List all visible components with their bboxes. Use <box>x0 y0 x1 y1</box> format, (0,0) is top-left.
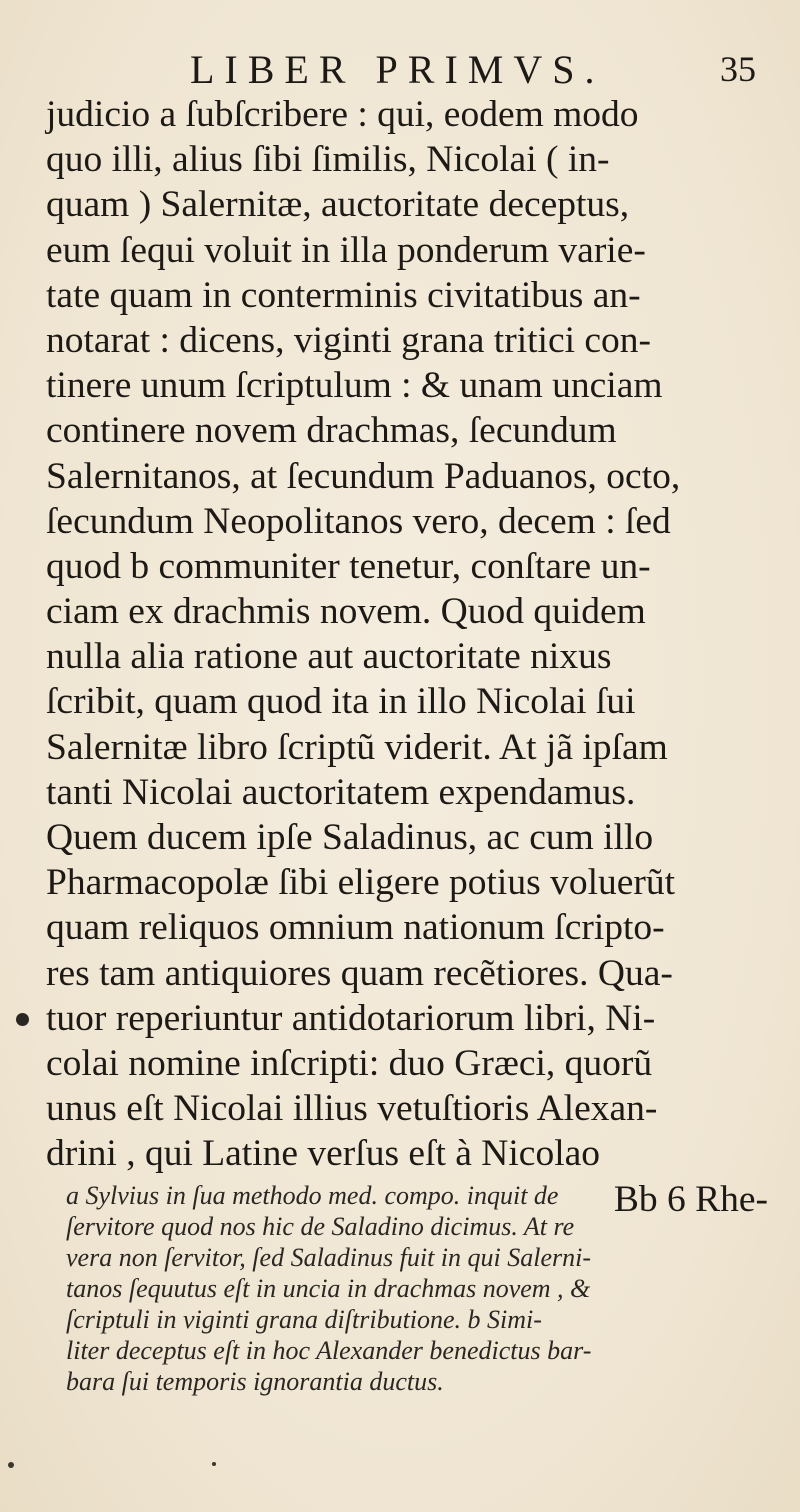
text-line: quod b communiter tenetur, conſtare un- <box>46 545 651 587</box>
text-line: quo illi, alius ſibi ſimilis, Nicolai ( in- <box>46 139 610 181</box>
text-line: tuor reperiuntur antidotariorum libri, Ni- <box>46 997 656 1039</box>
text-line: Quem ducem ipſe Saladinus, ac cum illo <box>46 817 654 858</box>
text-line: res tam antiquiores quam recẽtiores. Qua- <box>46 952 673 994</box>
text-line: Pharmacopolæ ſibi eligere potius voluerũt <box>46 862 676 904</box>
text-line: judicio a ſubſcribere : qui, eodem modo <box>46 94 639 135</box>
note-line: a Sylvius in ſua methodo med. compo. inquit de <box>66 1181 559 1210</box>
text-line: Salernitæ libro ſcriptũ viderit. At jã ipſam <box>46 726 668 768</box>
text-line: Salernitanos, at ſecundum Paduanos, octo, <box>46 455 681 497</box>
text-line: colai nomine inſcripti: duo Græci, quorũ <box>46 1042 653 1084</box>
running-title: LIBER PRIMVS. <box>190 47 605 92</box>
text-line: tinere unum ſcriptulum : & unam unciam <box>46 365 663 407</box>
text-line: tate quam in conterminis civitatibus an- <box>46 274 641 316</box>
text-line: ciam ex drachmis novem. Quod quidem <box>46 591 646 633</box>
text-line: nulla alia ratione aut auctoritate nixus <box>46 636 612 678</box>
marginal-notes <box>66 1180 766 1397</box>
text-line: tanti Nicolai auctoritatem expendamus. <box>46 771 636 813</box>
text-line: ſcribit, quam quod ita in illo Nicolai ſui <box>46 681 636 723</box>
note-line: ſervitore quod nos hic de Saladino dicimus. At re <box>66 1212 575 1241</box>
note-line: ſcriptuli in viginti grana diſtributione. b Simi- <box>66 1305 542 1334</box>
note-line: bara ſui temporis ignorantia ductus. <box>66 1367 444 1396</box>
page-number: 35 <box>720 49 756 89</box>
text-line: unus eſt Nicolai illius vetuſtioris Alexan- <box>46 1088 658 1130</box>
text-line: continere novem drachmas, ſecundum <box>46 410 617 452</box>
note-line: liter deceptus eſt in hoc Alexander benedictus bar- <box>66 1336 592 1365</box>
text-line: notarat : dicens, viginti grana tritici con- <box>46 319 652 361</box>
text-line: quam ) Salernitæ, auctoritate deceptus, <box>46 184 630 226</box>
catchword: Bb 6 Rhe- <box>613 1178 768 1220</box>
text-line: eum ſequi voluit in illa ponderum varie- <box>46 229 646 271</box>
speck-mark <box>212 1462 216 1466</box>
text-line: drini , qui Latine verſus eſt à Nicolao <box>46 1133 601 1175</box>
note-line: tanos ſequutus eſt in uncia in drachmas novem , & <box>66 1274 591 1303</box>
text-line: ſecundum Neopolitanos vero, decem : ſed <box>46 500 671 542</box>
text-line: quam reliquos omnium nationum ſcripto- <box>46 907 665 949</box>
running-header <box>0 46 800 96</box>
main-text-block <box>46 92 776 1222</box>
speck-mark <box>8 1462 14 1468</box>
margin-bullet-icon <box>16 1013 29 1026</box>
note-line: vera non ſervitor, ſed Saladinus fuit in qui Salerni- <box>66 1243 592 1272</box>
